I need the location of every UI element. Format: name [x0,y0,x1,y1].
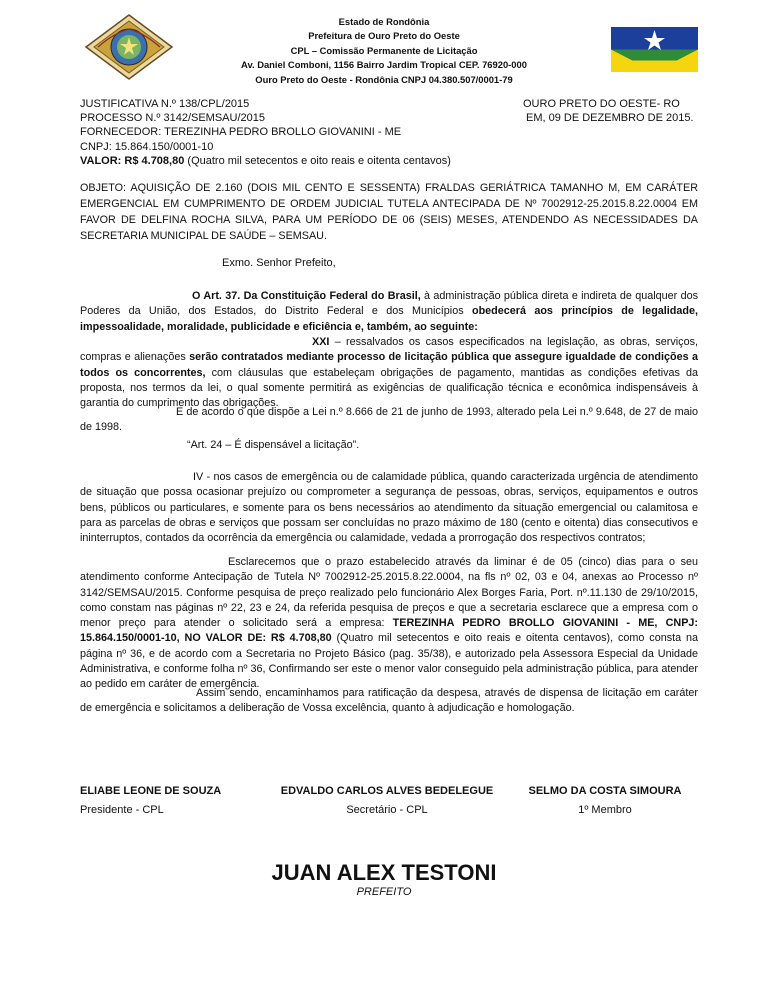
signature-secretary [276,782,498,820]
xxi-bold: serão contratados mediante processo de licitação pública que assegure igualdade de condições a todos os concorrentes, [80,351,699,379]
processo-number: PROCESSO N.º 3142/SEMSAU/2015 [80,112,265,125]
cnpj: CNPJ: 15.864.150/0001-10 [80,140,214,153]
signature-role: Secretário - CPL [346,804,428,816]
signature-role: 1º Membro [578,804,632,816]
paragraph-art37 [80,289,698,335]
salutation: Exmo. Senhor Prefeito, [222,257,336,269]
paragraph-lei: E de acordo o que dispõe a Lei n.º 8.666 de 21 de junho de 1993, alterado pela Lei n.º 9.648, de 27 de maio de 1998. [80,406,698,434]
justificativa-number: JUSTIFICATIVA N.º 138/CPL/2015 [80,98,250,110]
letterhead-cnpj: Ouro Preto do Oeste - Rondônia CNPJ 04.380.507/0001-79 [255,73,513,85]
city: OURO PRETO DO OESTE- RO [523,98,680,110]
letterhead-prefecture: Prefeitura de Ouro Preto do Oeste [308,30,460,42]
mayor-name: JUAN ALEX TESTONI [271,860,497,885]
place-date [523,97,694,125]
letterhead [150,15,618,87]
esclarecemos-text-2: (Quatro mil setecentos e oito reais e oitenta centavos), como consta na página nº 36, e de acordo com a Secretaria no Projeto Básico (pag. 35/38), e autorizado pela Assessora Especial da Unidade Administrativa, e conforme folha nº 36, Confirmando ser este o menor valor conseguido pela administração pública, para atender ao pedido em caráter de emergência. [80,632,698,691]
mayor-block [0,860,768,898]
letterhead-state: Estado de Rondônia [338,16,430,27]
empresa-bold: TEREZINHA PEDRO BROLLO GIOVANINI - ME, CNPJ: 15.864.150/0001-10, NO VALOR DE: R$ 4.708,80 [80,617,698,645]
fornecedor: FORNECEDOR: TEREZINHA PEDRO BROLLO GIOVANINI - ME [80,126,402,139]
signature-name: ELIABE LEONE DE SOUZA [80,785,222,797]
objeto-paragraph: OBJETO: AQUISIÇÃO DE 2.160 (DOIS MIL CENTO E SESSENTA) FRALDAS GERIÁTRICA TAMANHO M, EM CARÁTER EMERGENCIAL EM CUMPRIMENTO DE ORDEM JUDICIAL TUTELA ANTECIPADA DE Nº 7002912-25.2015.8.22.0004 EM FAVOR DE DELFINA ROCHA SILVA, PARA UM PERÍODO DE 06 (SEIS) MESES, ATENDENDO AS NECESSIDADES DA SECRETARIA MUNICIPAL DE SAÚDE – SEMSAU. [80,182,698,242]
xxi-text-2: com cláusulas que estabeleçam obrigações de pagamento, mantidas as condições efetivas da proposta, nos termos da lei, o qual somente permitirá as exigências de qualificação técnica e econômica indispensáveis à garantia do cumprimento das obrigações. [80,366,698,410]
signature-name: SELMO DA COSTA SIMOURA [528,785,682,797]
document-meta [80,97,451,168]
xxi-lead: XXI [312,336,330,348]
signature-name: EDVALDO CARLOS ALVES BEDELEGUE [280,785,494,797]
signature-role: Presidente - CPL [80,804,164,816]
art37-text: à administração pública direta e indireta de qualquer dos Poderes da União, dos Estados, do Distrito Federal e dos Municípios [80,290,698,318]
paragraph-xxi [80,335,698,411]
letterhead-commission: CPL – Comissão Permanente de Licitação [290,44,478,56]
valor-line [80,154,451,168]
art37-lead: O Art. 37. Da Constituição Federal do Brasil, [192,290,421,302]
signature-president [80,782,221,820]
date: EM, 09 DE DEZEMBRO DE 2015. [526,112,694,125]
art37-principles: obedecerá aos princípios de legalidade, impessoalidade, moralidade, publicidade e eficiência e, também, ao seguinte: [80,305,698,333]
art24-quote: “Art. 24 – É dispensável a licitação”. [187,439,360,451]
xxi-text: – ressalvados os casos especificados na legislação, as obras, serviços, compras e alienações [80,336,698,364]
mayor-role: PREFEITO [356,886,412,898]
valor-extenso: (Quatro mil setecentos e oito reais e oitenta centavos) [184,154,451,167]
rondonia-flag-icon [611,27,698,72]
paragraph-esclarecemos [80,555,698,693]
paragraph-iv: IV - nos casos de emergência ou de calamidade pública, quando caracterizada urgência de atendimento de situação que possa ocasionar prejuízo ou comprometer a segurança de pessoas, obras, serviços, equipamentos e outros bens, públicos ou particulares, e somente para os bens necessários ao atendimento da situação emergencial ou calamitosa e para as parcelas de obras e serviços que possam ser concluídas no prazo máximo de 180 (cento e oitenta) dias consecutivos e ininterruptos, contados da ocorrência da emergência ou calamidade, vedada a prorrogação dos respectivos contratos; [80,471,698,545]
esclarecemos-text: Esclarecemos que o prazo estabelecido através da liminar é de 05 (cinco) dias para o seu atendimento conforme Antecipação de Tutela Nº 7002912-25.2015.8.22.0004, na fls nº 02, 03 e 04, anexas ao Processo nº 3142/SEMSAU/2015. Conforme pesquisa de preço realizado pelo funcionário Alex Borges Faria, Port. nº.11.130 de 29/10/2015, como constam nas páginas nº 22, 23 e 24, da referida pesquisa de preços e que a secretaria esclarece que a empresa com o menor preço para atender o solicitado será a empresa: [80,556,698,630]
letterhead-address: Av. Daniel Comboni, 1156 Bairro Jardim Tropical CEP. 76920-000 [241,59,527,71]
signature-member [521,782,689,820]
valor-label: VALOR: R$ 4.708,80 [80,154,185,167]
paragraph-assim: Assim sendo, encaminhamos para ratificação da despesa, através de dispensa de licitação em caráter de emergência e solicitamos a deliberação de Vossa excelência, quanto à adjudicação e homologação. [80,687,698,715]
